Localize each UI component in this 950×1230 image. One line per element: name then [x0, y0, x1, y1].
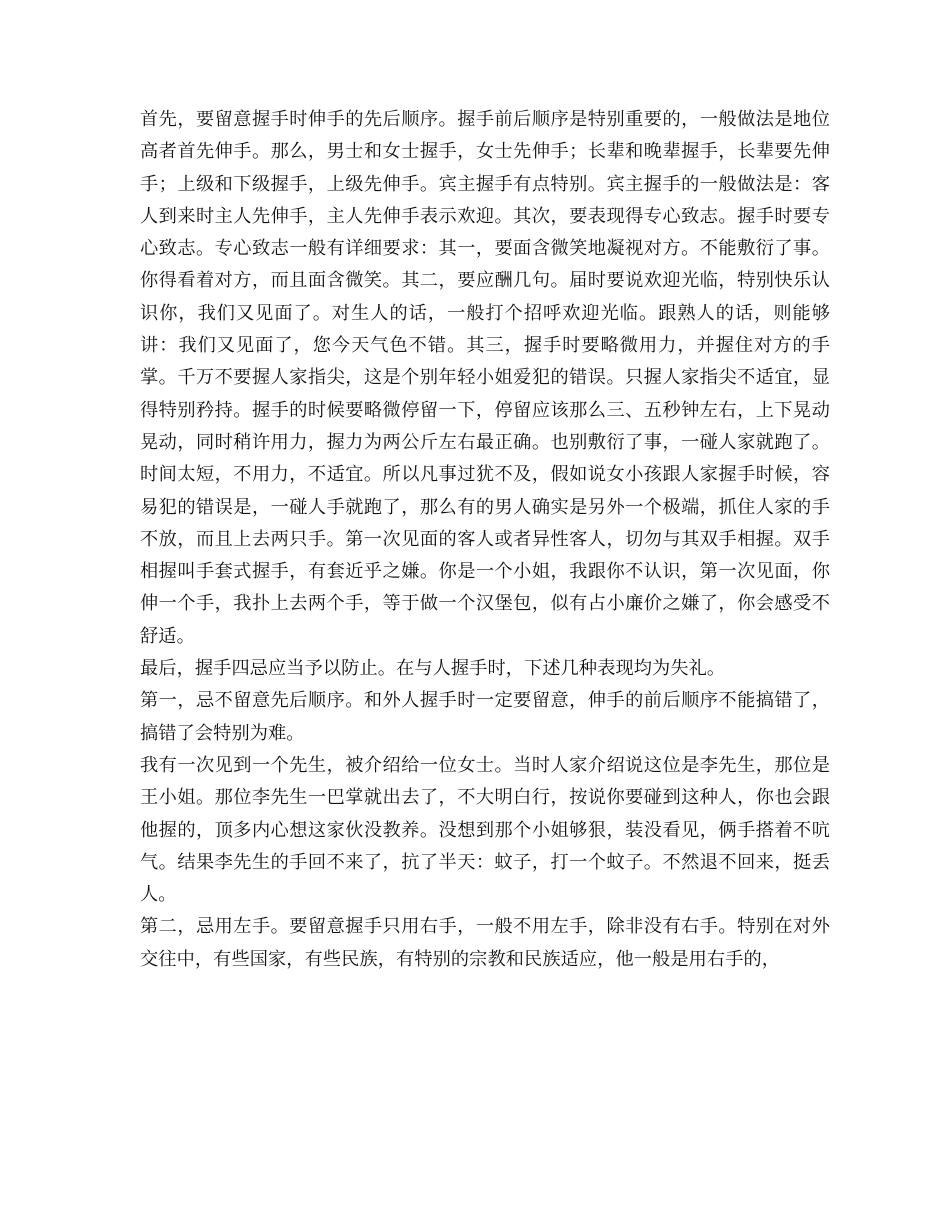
paragraph-taboo-one: 第一，忌不留意先后顺序。和外人握手时一定要留意，伸手的前后顺序不能搞错了，搞错了会特别为难。: [140, 690, 830, 744]
paragraph-handshake-order: 首先，要留意握手时伸手的先后顺序。握手前后顺序是特别重要的，一般做法是地位高者首先伸手。那么，男士和女士握手，女士先伸手；长辈和晚辈握手，长辈要先伸手；上级和下级握手，上级先伸手。宾主握手有点特别。宾主握手的一般做法是：客人到来时主人先伸手，主人先伸手表示欢迎。其次，要表现得专心致志。握手时要专心致志。专心致志一般有详细要求：其一，要面含微笑地凝视对方。不能敷衍了事。你得看着对方，而且面含微笑。其二，要应酬几句。届时要说欢迎光临，特别快乐认识你，我们又见面了。对生人的话，一般打个招呼欢迎光临。跟熟人的话，则能够讲：我们又见面了，您今天气色不错。其三，握手时要略微用力，并握住对方的手掌。千万不要握人家指尖，这是个别年轻小姐爱犯的错误。只握人家指尖不适宜，显得特别矜持。握手的时候要略微停留一下，停留应该那么三、五秒钟左右，上下晃动晃动，同时稍许用力，握力为两公斤左右最正确。也别敷衍了事，一碰人家就跑了。时间太短，不用力，不适宜。所以凡事过犹不及，假如说女小孩跟人家握手时候，容易犯的错误是，一碰人手就跑了，那么有的男人确实是另外一个极端，抓住人家的手不放，而且上去两只手。第一次见面的客人或者异性客人，切勿与其双手相握。双手相握叫手套式握手，有套近乎之嫌。你是一个小姐，我跟你不认识，第一次见面，你伸一个手，我扑上去两个手，等于做一个汉堡包，似有占小廉价之嫌了，你会感受不舒适。: [140, 109, 830, 647]
paragraph-anecdote: 我有一次见到一个先生，被介绍给一位女士。当时人家介绍说这位是李先生，那位是王小姐。那位李先生一巴掌就出去了，不大明白行，按说你要碰到这种人，你也会跟他握的，顶多内心想这家伙没教养。没想到那个小姐够狠，装没看见，俩手搭着不吭气。结果李先生的手回不来了，抗了半天：蚊子，打一个蚊子。不然退不回来，挺丢人。: [140, 754, 830, 906]
paragraph-four-taboos: 最后，握手四忌应当予以防止。在与人握手时，下述几种表现均为失礼。: [140, 658, 726, 680]
document-body: [140, 104, 830, 976]
paragraph-taboo-two: 第二，忌用左手。要留意握手只用右手，一般不用左手，除非没有右手。特别在对外交往中，有些国家，有些民族，有特别的宗教和民族适应，他一般是用右手的，: [140, 916, 830, 970]
